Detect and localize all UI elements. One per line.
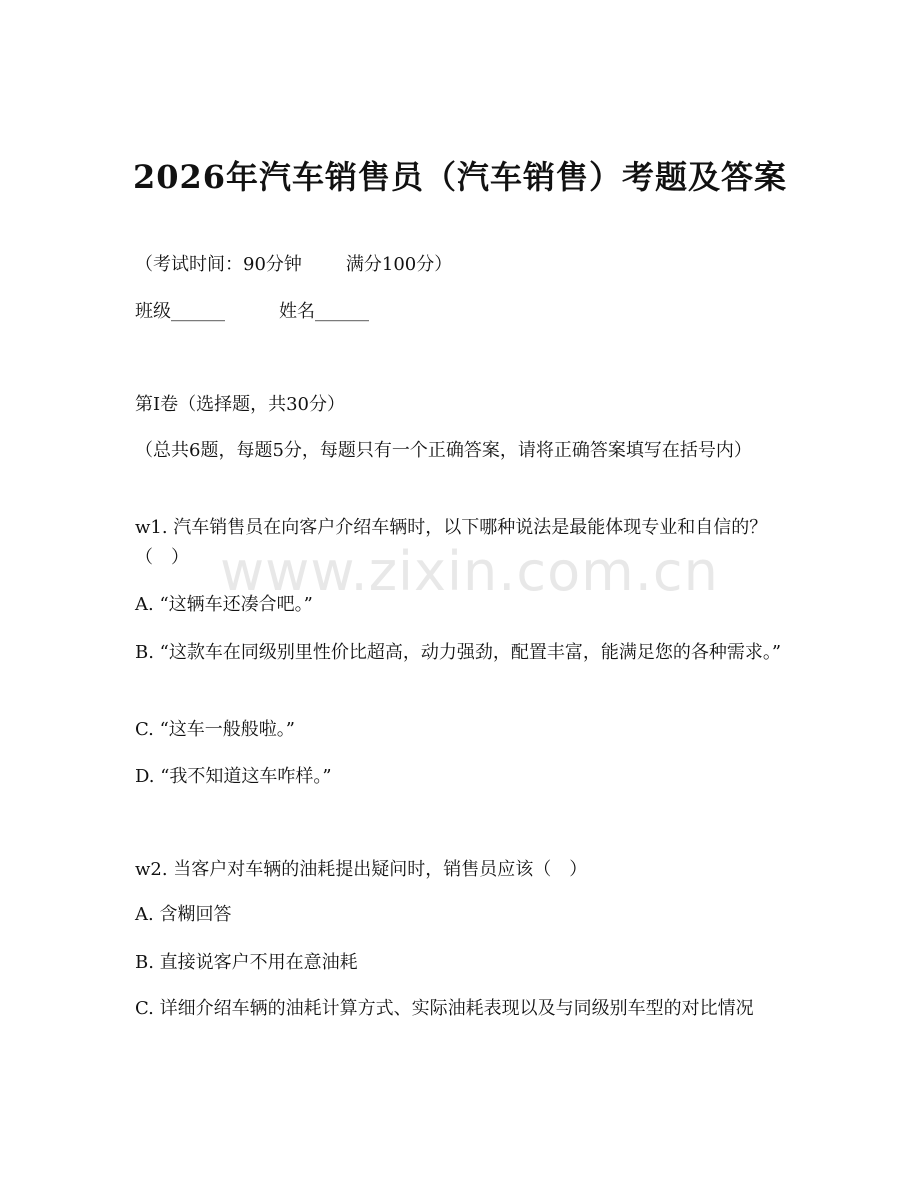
name-field: 姓名______	[279, 301, 369, 322]
document-title: 2026年汽车销售员（汽车销售）考题及答案	[132, 158, 788, 196]
question-2-option-b: B. 直接说客户不用在意油耗	[135, 952, 358, 973]
exam-time: （考试时间：90分钟	[135, 254, 302, 275]
question-2-option-c: C. 详细介绍车辆的油耗计算方式、实际油耗表现以及与同级别车型的对比情况	[135, 998, 754, 1019]
question-2-stem: w2. 当客户对车辆的油耗提出疑问时，销售员应该（ ）	[135, 859, 588, 880]
section-instruction: （总共6题，每题5分，每题只有一个正确答案，请将正确答案填写在括号内）	[135, 440, 752, 461]
section-heading: 第I卷（选择题，共30分）	[135, 394, 346, 415]
exam-score: 满分100分）	[345, 254, 453, 275]
student-fields	[135, 297, 785, 327]
question-1-option-b: B. “这款车在同级别里性价比超高，动力强劲，配置丰富，能满足您的各种需求。”	[135, 642, 782, 663]
question-1-option-c: C. “这车一般般啦。”	[135, 719, 295, 740]
question-1-stem: w1. 汽车销售员在向客户介绍车辆时，以下哪种说法是最能体现专业和自信的？（ ）	[135, 517, 768, 568]
question-1-option-d: D. “我不知道这车咋样。”	[135, 766, 332, 787]
class-field: 班级______	[135, 301, 225, 322]
question-1-option-a: A. “这辆车还凑合吧。”	[135, 594, 313, 615]
exam-info	[135, 250, 785, 280]
question-2-option-a: A. 含糊回答	[135, 904, 232, 925]
watermark: www.zixin.com.cn	[220, 540, 719, 603]
